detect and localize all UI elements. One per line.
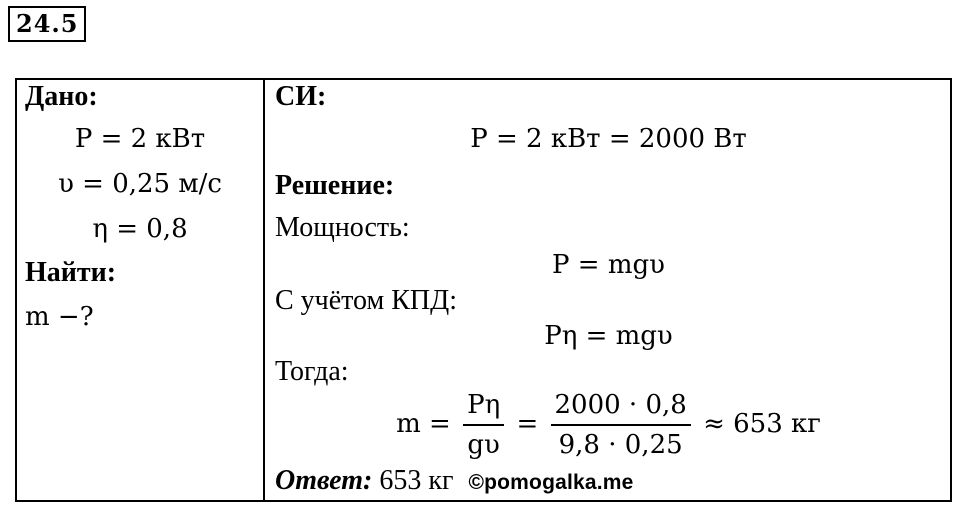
- power-label: Мощность:: [275, 212, 410, 243]
- fraction2-numerator: 2000 · 0,8: [551, 386, 691, 426]
- efficiency-formula: Pη = mgυ: [544, 321, 673, 351]
- result-equals: =: [516, 409, 539, 439]
- power-formula: P = mgυ: [552, 250, 665, 280]
- given-speed: υ = 0,25 м/с: [58, 169, 222, 199]
- watermark: ©pomogalka.me: [468, 471, 634, 494]
- answer-line: [275, 466, 634, 498]
- given-efficiency: η = 0,8: [92, 214, 188, 244]
- answer-label: Ответ:: [275, 465, 373, 496]
- si-conversion: P = 2 кВт = 2000 Вт: [470, 124, 747, 154]
- find-unknown: m −?: [25, 302, 94, 332]
- efficiency-label: С учётом КПД:: [275, 285, 458, 316]
- result-approx: ≈ 653 кг: [703, 409, 821, 439]
- result-lhs: m =: [396, 409, 451, 439]
- find-heading: Найти:: [25, 257, 117, 288]
- result-formula: [265, 386, 952, 464]
- fraction-p-eta-over-g-v: [463, 386, 504, 464]
- given-heading: Дано:: [25, 81, 98, 112]
- fraction2-denominator: 9,8 · 0,25: [558, 430, 683, 460]
- solution-heading: Решение:: [275, 170, 395, 201]
- problem-number: 24.5: [8, 6, 86, 42]
- fraction1-denominator: gυ: [467, 430, 500, 460]
- given-power: P = 2 кВт: [74, 124, 206, 154]
- then-label: Тогда:: [275, 356, 349, 387]
- solution-table: [15, 78, 952, 502]
- fraction1-numerator: Pη: [463, 386, 504, 426]
- fraction-numeric: [551, 386, 691, 464]
- si-heading: СИ:: [275, 81, 327, 112]
- answer-value: 653 кг: [379, 465, 454, 496]
